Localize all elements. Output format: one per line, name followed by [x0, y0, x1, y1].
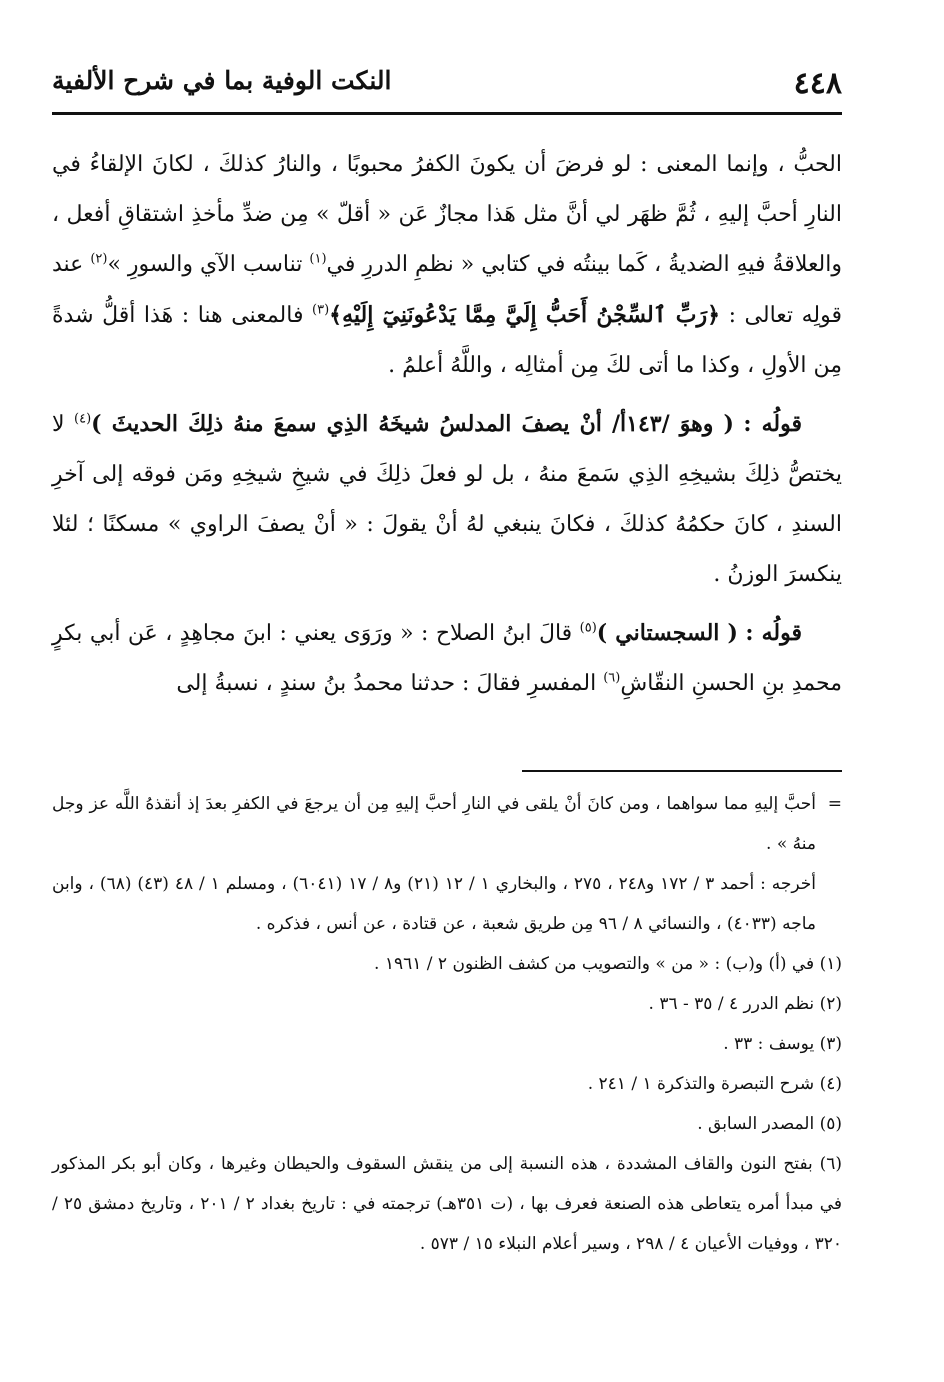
- paragraph-1-text-a: الحبُّ ، وإنما المعنى : لو فرضَ أن يكونَ الكفرُ محبوبًا ، والنارُ كذلكَ ، لكانَ الإلقاءُ في النارِ أحبَّ إليهِ ، ثُمَّ ظهَر لي أنَّ مثل هَذا مجازٌ عَن « أقلّ » مِن ضدِّ مأخذِ اشتقاقِ أفعل ، والعلاقةُ فيهِ الضديةُ ، كَما بينتُه في كتابي « نظمِ الدررِ في: [52, 152, 843, 277]
- paragraph-1-text-b: تناسب الآي والسورِ »: [107, 252, 303, 277]
- footnote-continuation-text: أحبَّ إليهِ مما سواهما ، ومن كانَ أنْ يلقى في النارِ أحبَّ إليهِ مِن أن يرجعَ في الكفرِ بعدَ إذ أنقذهُ اللَّه عز وجل منهُ » .: [52, 794, 816, 854]
- footnote-2: (٢) نظم الدرر ٤ / ٣٥ - ٣٦ .: [648, 994, 842, 1014]
- footnote-continuation: [52, 784, 842, 864]
- paragraph-3: [52, 608, 842, 709]
- footnote-ref-4: (٤): [74, 411, 92, 427]
- paragraph-3-text-a: قالَ ابنُ الصلاح : « ورَوَى يعني : ابنَ مجاهِدٍ ، عَن أبي بكرٍ محمدِ بنِ الحسنِ النقّاشِ: [52, 621, 842, 696]
- footnote-4: (٤) شرح التبصرة والتذكرة ١ / ٢٤١ .: [587, 1074, 842, 1094]
- paragraph-1: [52, 140, 842, 391]
- paragraph-3-text-b: المفسرِ فقالَ : حدثنا محمدُ بنُ سندٍ ، نسبةُ إلى: [176, 671, 597, 696]
- paragraph-2: [52, 399, 842, 600]
- footnote-source: أخرجه : أحمد ٣ / ١٧٢ و٢٤٨ ، ٢٧٥ ، والبخاري ١ / ١٢ (٢١) و٨ / ١٧ (٦٠٤١) ، ومسلم ١ / ٤٨ (٤٣) (٦٨) ، وابن ماجه (٤٠٣٣) ، والنسائي ٨ / ٩٦ مِن طريق شعبة ، عن قتادة ، عن أنس ، فذكره .: [52, 874, 816, 934]
- footnote-separator: [522, 770, 842, 772]
- footnote-ref-3: (٣): [312, 302, 330, 318]
- qawluhu-label: قولُه :: [745, 620, 803, 646]
- paragraph-2-text: لا يختصُّ ذلِكَ بشيخِهِ الذِي سَمعَ منهُ ، بل لو فعلَ ذلِكَ في شيخِ شيخِهِ ومَن فوقه إلى آخرِ السندِ ، كانَ حكمُهُ كذلكَ ، فكانَ ينبغي لهُ أنْ يقولَ : « أنْ يصفَ الراوي » مسكنًا ؛ لئلا ينكسرَ الوزنُ .: [52, 412, 842, 587]
- footnote-6: (٦) بفتح النون والقاف المشددة ، هذه النسبة إلى من ينقش السقوف والحيطان وغيرها ، وكان أبو بكر المذكور في مبدأ أمره يتعاطى هذه الصنعة فعرف بها ، (ت ٣٥١هـ) ترجمته في : تاريخ بغداد ٢ / ٢٠١ ، وتاريخ دمشق ٢٥ / ٣٢٠ ، ووفيات الأعيان ٤ / ٢٩٨ ، وسير أعلام النبلاء ١٥ / ٥٧٣ .: [52, 1154, 842, 1254]
- header-rule: [52, 112, 842, 115]
- matn-quote: ( السجستاني ): [596, 620, 738, 646]
- continuation-mark: =: [827, 794, 842, 814]
- matn-quote: ( وهوَ /١٤٣أ/ أنْ يصفَ المدلسُ شيخَهُ الذِي سمعَ منهُ ذلِكَ الحديثَ ): [91, 411, 734, 437]
- page-number: ٤٤٨: [793, 66, 842, 101]
- qawluhu-label: قولُه :: [743, 411, 802, 437]
- footnote-ref-2: (٢): [90, 251, 108, 267]
- footnote-1: (١) في (أ) و(ب) : « من » والتصويب من كشف الظنون ٢ / ١٩٦١ .: [374, 954, 842, 974]
- footnote-ref-5: (٥): [579, 620, 597, 636]
- footnote-ref-6: (٦): [603, 670, 621, 686]
- footnote-3: (٣) يوسف : ٣٣ .: [723, 1034, 842, 1054]
- footnote-5: (٥) المصدر السابق .: [697, 1114, 842, 1134]
- quran-verse: ﴿رَبِّ ٱلسِّجْنُ أَحَبُّ إِلَيَّ مِمَّا يَدْعُونَنِيٓ إِلَيْهِ﴾: [329, 302, 721, 328]
- page-header: [52, 62, 842, 106]
- footnotes: [52, 784, 842, 1264]
- footnote-ref-1: (١): [309, 251, 327, 267]
- paragraph-1-text-d: فالمعنى هنا : هَذا أقلُّ شدةً مِن الأولِ ، وكذا ما أتى لكَ مِن أمثالِه ، واللَّهُ أعلمُ .: [52, 303, 842, 378]
- paragraph-1-text-c: عند قولِه تعالى :: [52, 252, 842, 328]
- main-text: [52, 140, 842, 709]
- running-title: النكت الوفية بما في شرح الألفية: [52, 66, 392, 95]
